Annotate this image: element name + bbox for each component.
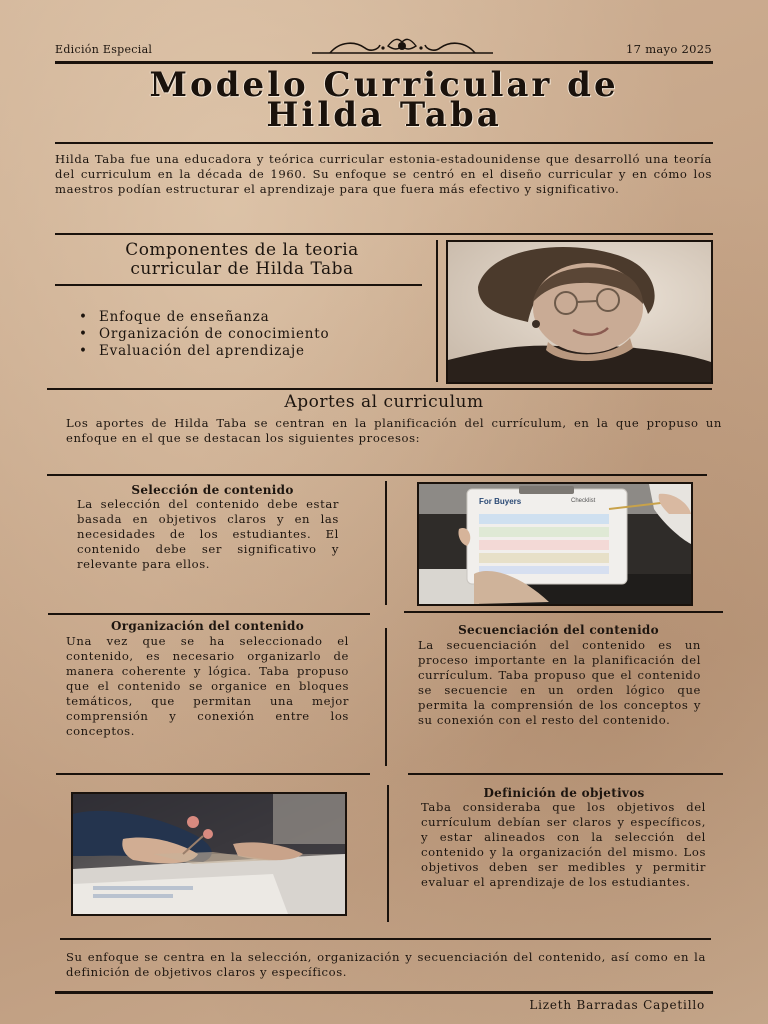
aportes-heading: Aportes al curriculum xyxy=(284,392,484,412)
components-heading-line-2: curricular de Hilda Taba xyxy=(130,259,354,279)
ornament-flourish-icon xyxy=(310,36,495,58)
row-rule-right xyxy=(404,611,723,613)
list-item: • Evaluación del aprendizaje xyxy=(73,343,329,360)
title-line-2: Hilda Taba xyxy=(266,95,502,135)
issue-date: 17 mayo 2025 xyxy=(626,42,712,56)
components-heading-line-1: Componentes de la teoria xyxy=(125,240,359,260)
edition-label: Edición Especial xyxy=(55,43,153,56)
clipboard-subtitle: Checklist xyxy=(571,498,596,504)
objetivos-heading: Definición de objetivos xyxy=(483,786,645,800)
intro-rule xyxy=(55,233,713,235)
components-list xyxy=(73,309,329,360)
process-rule xyxy=(47,474,707,476)
seleccion-heading: Selección de contenido xyxy=(131,483,294,497)
aportes-paragraph: Los aportes de Hilda Taba se centran en la planificación del currículum, en la que propuso un enfoque en el que se destacan los siguientes procesos: xyxy=(66,416,722,445)
row-rule-left-2 xyxy=(56,773,370,775)
author-name: Lizeth Barradas Capetillo xyxy=(529,998,705,1012)
organizacion-paragraph: Una vez que se ha seleccionado el contenido, es necesario organizarlo de manera coherente y lógica. Taba propuso que el contenido se organice en bloques temáticos, que permitan una mejor comprensión y conexión entre los conceptos. xyxy=(66,634,349,738)
title-rule xyxy=(55,142,713,144)
list-item: • Enfoque de enseñanza xyxy=(73,309,329,326)
organizacion-heading: Organización del contenido xyxy=(110,619,305,633)
header-rule xyxy=(55,61,713,64)
aportes-rule xyxy=(47,388,712,390)
objetivos-paragraph: Taba consideraba que los objetivos del currículum debían ser claros y específicos, y estar alineados con la selección del contenido y la organización del mismo. Los objetivos deben ser medibles y permitir evaluar el aprendizaje de los estudiantes. xyxy=(421,800,706,889)
checklist-photo xyxy=(417,482,693,606)
row-rule-right-2 xyxy=(408,773,723,775)
conclusion-rule xyxy=(60,938,711,940)
secuenciacion-paragraph: La secuenciación del contenido es un proceso importante en la planificación del currículum. Taba propuso que el contenido se secuencie en un orden lógico que permita la comprensión de los conceptos y su conexión con el resto del contenido. xyxy=(418,638,701,727)
divider-lower xyxy=(387,785,389,922)
components-rule xyxy=(55,284,422,286)
components-heading xyxy=(57,241,427,279)
planning-photo xyxy=(71,792,347,916)
divider-upper xyxy=(385,481,387,605)
secuenciacion-heading: Secuenciación del contenido xyxy=(458,623,659,637)
clipboard-title: For Buyers xyxy=(479,497,522,506)
hilda-taba-portrait xyxy=(446,240,713,384)
components-divider xyxy=(436,240,438,382)
list-item: • Organización de conocimiento xyxy=(73,326,329,343)
page-title xyxy=(0,65,768,135)
conclusion-paragraph: Su enfoque se centra en la selección, organización y secuenciación del contenido, así como en la definición de objetivos claros y específicos. xyxy=(66,950,706,979)
footer-rule xyxy=(55,991,713,994)
intro-paragraph: Hilda Taba fue una educadora y teórica curricular estonia-estadounidense que desarrolló una teoría del curriculum en la década de 1960. Su enfoque se centró en el diseño curricular y en cómo los maestros podían estructurar el aprendizaje para que fuera más efectivo y significativo. xyxy=(55,152,712,196)
row-rule-left xyxy=(48,613,370,615)
divider-middle xyxy=(385,628,387,766)
seleccion-paragraph: La selección del contenido debe estar basada en objetivos claros y en las necesidades de los estudiantes. El contenido debe ser significativo y relevante para ellos. xyxy=(77,497,339,571)
title-line-1: Modelo Curricular de xyxy=(149,65,619,105)
